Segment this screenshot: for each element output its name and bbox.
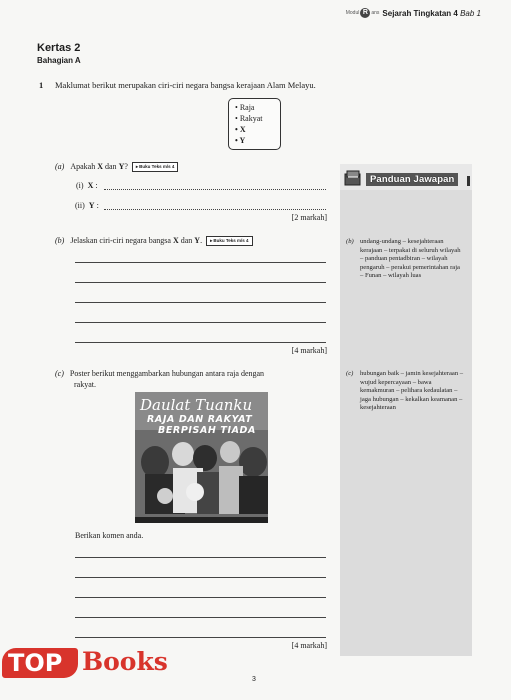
prompt-text: Jelaskan ciri-ciri negara bangsa (70, 236, 171, 245)
guide-answer-text: undang-undang – kesejahteraan kerajaan – terpakai di seluruh wilayah – panduan pentadbiran – wilayah pengaruh – perakui pemerintahan raja – Funan – wilayah luas (360, 238, 461, 280)
prompt-key: Y (194, 236, 201, 245)
answer-key: X (87, 181, 94, 190)
header-chapter: Bab 1 (460, 8, 481, 18)
list-item: • X (235, 125, 246, 134)
answer-a-i-line[interactable] (104, 189, 326, 190)
page-header (346, 8, 481, 18)
marks-b: [4 markah] (291, 346, 327, 355)
textbook-reference-badge: ▸ Buku Teks m/s 4 (132, 162, 178, 172)
section-title: Bahagian A (37, 56, 81, 65)
prompt-text: . (200, 236, 203, 245)
answer-b-line[interactable] (75, 302, 326, 303)
marks-a: [2 markah] (291, 213, 327, 222)
answer-c-line[interactable] (75, 557, 326, 558)
feature-list-box (228, 98, 281, 150)
answer-c-line[interactable] (75, 577, 326, 578)
poster-headline-2: BERPISAH TIADA (158, 425, 257, 436)
guide-answer-c (346, 370, 464, 413)
question-text: Maklumat berikut merupakan ciri-ciri negara bangsa kerajaan Alam Melayu. (55, 80, 316, 90)
subquestion-c (55, 368, 264, 390)
numeral: (i) (76, 181, 84, 190)
guide-answer-text: hubungan baik – jamin kesejahteraan –wujud kepercayaan – bawa kemakmuran – pelihara kedaulatan – jaga hubungan – kekalkan keamanan – kesejahteraan (360, 370, 464, 412)
paper-title: Kertas 2 (37, 42, 81, 54)
prompt-text: Poster berikut menggambarkan hubungan antara raja dengan (69, 369, 265, 378)
prompt-key: X (172, 236, 179, 245)
page-number: 3 (252, 676, 256, 683)
comment-prompt: Berikan komen anda. (75, 531, 144, 540)
marks-c: [4 markah] (291, 641, 327, 650)
prompt-text: dan (180, 236, 193, 245)
answer-b-line[interactable] (75, 282, 326, 283)
guide-answer-label: (b) (346, 238, 354, 245)
list-item: • Y (235, 136, 246, 145)
subquestion-c-label: (c) (55, 369, 64, 378)
prompt-key: Y (118, 162, 125, 171)
answer-b-line[interactable] (75, 322, 326, 323)
question-number: 1 (39, 80, 44, 90)
answer-key: Y (88, 201, 95, 210)
poster-headline-1: RAJA DAN RAKYAT (147, 414, 253, 425)
logo-letter: R (360, 8, 370, 18)
prompt-text: rakyat. (74, 380, 96, 389)
publisher-logo (346, 8, 380, 18)
poster-script-title: Daulat Tuanku (140, 396, 253, 414)
guide-answer-b (346, 238, 464, 281)
poster-footer-bar (135, 517, 268, 523)
topbooks-logo (2, 644, 182, 684)
subquestion-b-label: (b) (55, 236, 65, 245)
numeral: (ii) (75, 201, 85, 210)
guide-title-mark (467, 176, 470, 186)
prompt-text: Apakah (70, 162, 96, 171)
subquestion-a-label: (a) (55, 162, 65, 171)
subquestion-b (55, 236, 253, 246)
answer-a-i-label: (i) X : (76, 181, 98, 190)
guide-answer-label: (c) (346, 370, 354, 377)
answer-b-line[interactable] (75, 262, 326, 263)
prompt-text: ? (124, 162, 128, 171)
answer-c-line[interactable] (75, 597, 326, 598)
answer-a-ii-line[interactable] (104, 209, 326, 210)
header-subject: Sejarah Tingkatan 4 (382, 8, 458, 18)
prompt-text: dan (105, 162, 117, 171)
logo-books-text: Books (82, 647, 168, 676)
answer-a-ii-label: (ii) Y : (75, 201, 99, 210)
header-title (382, 9, 481, 18)
book-icon (344, 168, 362, 188)
answer-c-line[interactable] (75, 637, 326, 638)
textbook-reference-badge: ▸ Buku Teks m/s 4 (206, 236, 252, 246)
subquestion-a (55, 162, 178, 172)
prompt-key: X (97, 162, 103, 171)
logo-right-text: ans (371, 10, 380, 16)
logo-top-text: TOP (8, 649, 63, 677)
answer-b-line[interactable] (75, 342, 326, 343)
list-item: • Rakyat (235, 114, 263, 123)
answer-c-line[interactable] (75, 617, 326, 618)
list-item: • Raja (235, 103, 255, 112)
logo-left-text: Modul (345, 10, 360, 16)
guide-title: Panduan Jawapan (366, 173, 458, 186)
